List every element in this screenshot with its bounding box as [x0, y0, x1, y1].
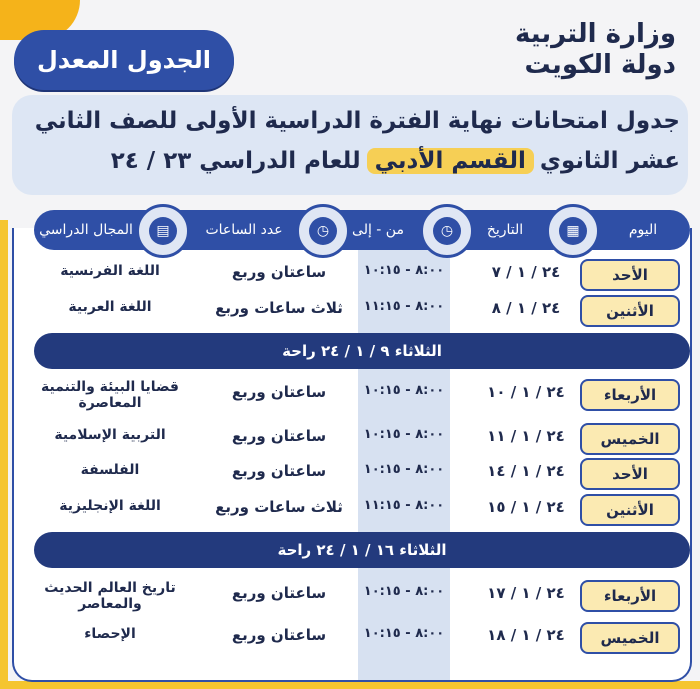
time-cell: ٨:٠٠ - ١١:١٥: [363, 498, 445, 513]
table-row: [14, 421, 686, 457]
subject-cell: الفلسفة: [80, 462, 140, 478]
day-cell: الخميس: [580, 622, 680, 654]
hours-cell: ساعتان وربع: [231, 427, 327, 445]
table-header: [34, 210, 690, 250]
time-cell: ٨:٠٠ - ١٠:١٥: [363, 263, 445, 278]
day-cell: الأثنين: [580, 295, 680, 327]
table-row: [14, 293, 686, 329]
hours-cell: ساعتان وربع: [231, 584, 327, 602]
subject-cell: اللغة الإنجليزية: [59, 498, 161, 514]
header-date: التاريخ: [486, 222, 524, 238]
hours-cell: ثلاث ساعات وربع: [215, 498, 343, 516]
hours-cell: ساعتان وربع: [231, 263, 327, 281]
clock-icon: ◷: [420, 204, 474, 258]
schedule-title-line1: جدول امتحانات نهاية الفترة الدراسية الأولى للصف الثاني: [34, 108, 680, 134]
rest-day-bar: الثلاثاء ٩ / ١ / ٢٤ راحة: [34, 333, 690, 369]
header-day: اليوم: [628, 222, 658, 238]
ministry-name: وزارة التربية: [514, 19, 676, 49]
time-cell: ٨:٠٠ - ١٠:١٥: [363, 427, 445, 442]
clock-icon: ◷: [296, 204, 350, 258]
date-cell: ٢٤ / ١ / ١١: [487, 427, 565, 445]
subject-cell: التربية الإسلامية: [54, 427, 166, 443]
time-cell: ٨:٠٠ - ١٠:١٥: [363, 584, 445, 599]
day-cell: الأحد: [580, 259, 680, 291]
table-row: [14, 377, 686, 413]
time-cell: ٨:٠٠ - ١١:١٥: [363, 299, 445, 314]
subject-cell: الإحصاء: [84, 626, 136, 642]
header-hours: عدد الساعات: [205, 222, 283, 238]
date-cell: ٢٤ / ١ / ٧: [491, 263, 561, 281]
day-cell: الأثنين: [580, 494, 680, 526]
table-row: [14, 620, 686, 656]
date-cell: ٢٤ / ١ / ٨: [491, 299, 561, 317]
day-cell: الأربعاء: [580, 580, 680, 612]
side-strip: [0, 220, 8, 689]
time-cell: ٨:٠٠ - ١٠:١٥: [363, 383, 445, 398]
country-name: دولة الكويت: [524, 50, 676, 80]
header-time: من - إلى: [352, 222, 404, 238]
schedule-title-line2: [111, 148, 680, 174]
calendar-icon: ▦: [546, 204, 600, 258]
subject-cell: اللغة الفرنسية: [60, 263, 160, 279]
table-row: [14, 492, 686, 528]
hours-cell: ساعتان وربع: [231, 462, 327, 480]
hours-cell: ساعتان وربع: [231, 626, 327, 644]
hours-cell: ثلاث ساعات وربع: [215, 299, 343, 317]
subject-cell: قضايا البيئة والتنمية المعاصرة: [41, 379, 179, 411]
header-subject: المجال الدراسي: [39, 222, 133, 238]
table-row: [14, 578, 686, 614]
revised-schedule-badge: الجدول المعدل: [14, 30, 234, 90]
year-label: للعام الدراسي ٢٣ / ٢٤: [110, 148, 361, 174]
day-cell: الخميس: [580, 423, 680, 455]
date-cell: ٢٤ / ١ / ١٥: [487, 498, 565, 516]
book-icon: ▤: [136, 204, 190, 258]
date-cell: ٢٤ / ١ / ١٠: [487, 383, 565, 401]
rest-day-bar: الثلاثاء ١٦ / ١ / ٢٤ راحة: [34, 532, 690, 568]
date-cell: ٢٤ / ١ / ١٨: [487, 626, 565, 644]
table-row: [14, 257, 686, 293]
subject-cell: اللغة العربية: [68, 299, 152, 315]
section-highlight: القسم الأدبي: [367, 148, 534, 174]
date-cell: ٢٤ / ١ / ١٤: [487, 462, 565, 480]
date-cell: ٢٤ / ١ / ١٧: [487, 584, 565, 602]
bottom-strip: [0, 681, 700, 689]
time-cell: ٨:٠٠ - ١٠:١٥: [363, 462, 445, 477]
time-cell: ٨:٠٠ - ١٠:١٥: [363, 626, 445, 641]
table-row: [14, 456, 686, 492]
day-cell: الأحد: [580, 458, 680, 490]
ministry-heading: [515, 18, 676, 80]
subject-cell: تاريخ العالم الحديث والمعاصر: [44, 580, 176, 612]
day-cell: الأربعاء: [580, 379, 680, 411]
grade-label: عشر الثانوي: [539, 148, 680, 174]
hours-cell: ساعتان وربع: [231, 383, 327, 401]
